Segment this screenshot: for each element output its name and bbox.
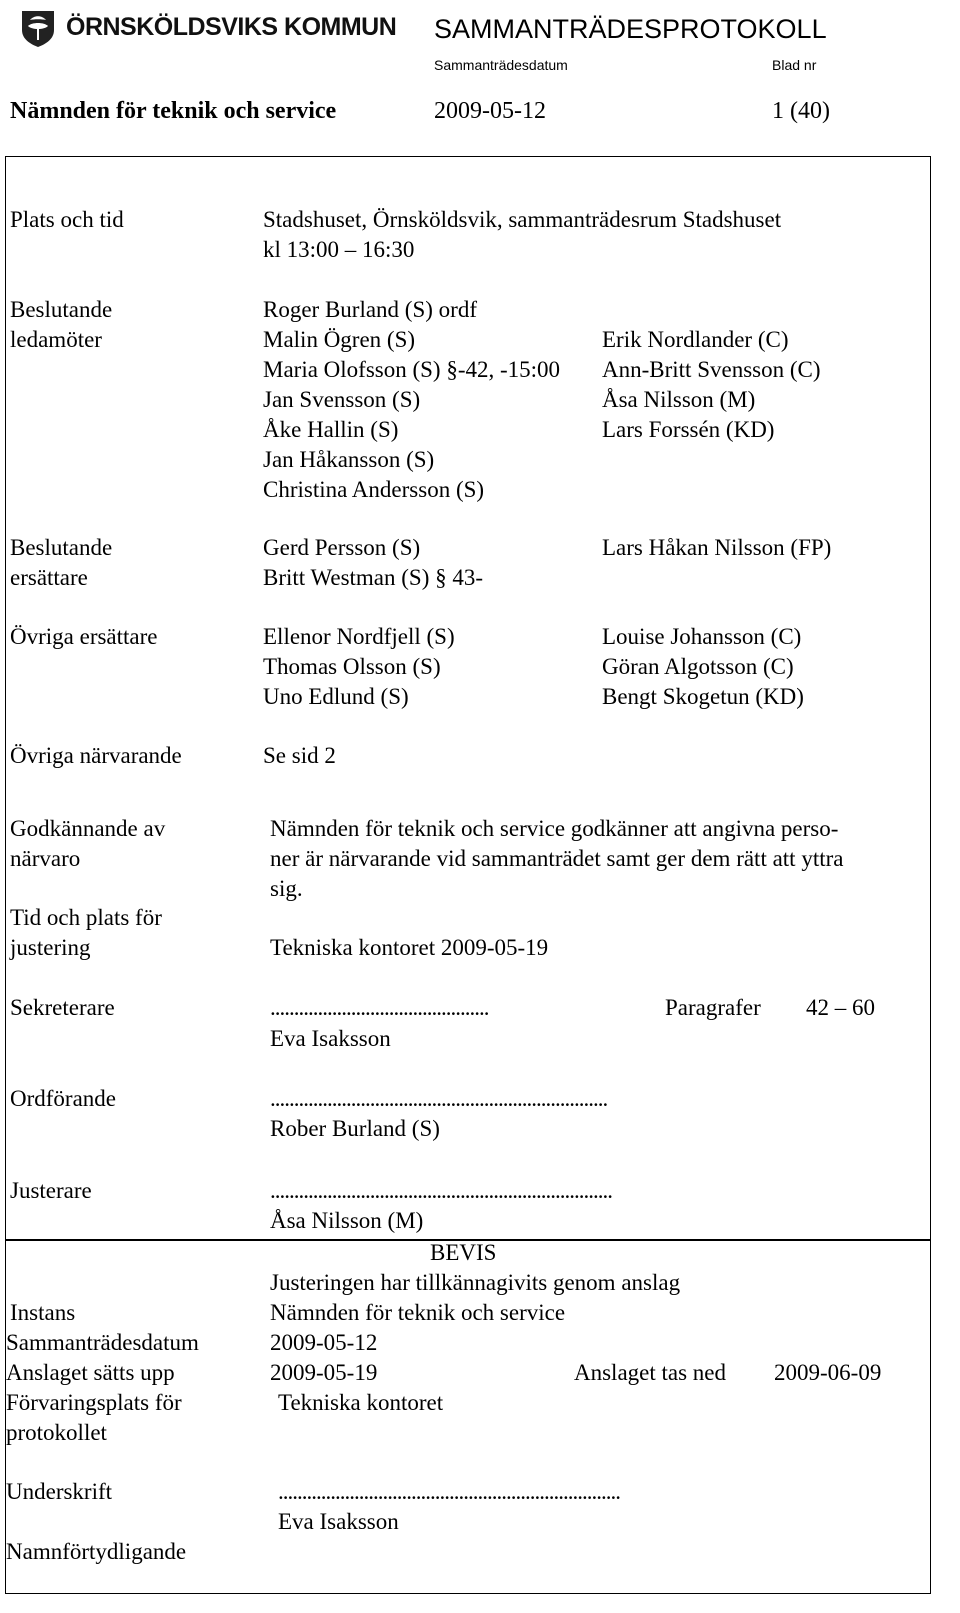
adjuster-signature-line: ........................................................................ [270,1178,612,1203]
others-present-label: Övriga närvarande [10,743,182,768]
other-deputy-left: Thomas Olsson (S) [263,654,441,679]
other-deputies-label: Övriga ersättare [10,624,158,649]
chairman-name: Rober Burland (S) [270,1116,440,1141]
signature-name: Eva Isaksson [278,1509,399,1534]
paragraphs-label: Paragrafer [665,995,761,1020]
approval-label-1: Godkännande av [10,816,166,841]
approval-text-3: sig. [270,876,303,901]
municipality-name: ÖRNSKÖLDSVIKS KOMMUN [66,13,397,41]
member-right: Ann-Britt Svensson (C) [602,357,821,382]
signature-line: ........................................................................ [278,1479,620,1504]
member-left: Malin Ögren (S) [263,327,416,352]
approval-text-2: ner är närvarande vid sammanträdet samt ger dem rätt att yttra [270,846,844,871]
certificate-title: BEVIS [430,1240,497,1265]
approval-label-2: närvaro [10,846,81,871]
members-label-1: Beslutande [10,297,113,322]
page-number: 1 (40) [772,98,830,124]
deputies-label-1: Beslutande [10,535,113,560]
adjuster-label: Justerare [10,1178,92,1203]
instance-value: Nämnden för teknik och service [270,1300,566,1325]
others-present-value: Se sid 2 [263,743,336,768]
frame-right [930,156,931,1594]
deputy-left: Britt Westman (S) § 43- [263,565,484,590]
member-left: Jan Håkansson (S) [263,447,435,472]
secretary-name: Eva Isaksson [270,1026,391,1051]
adjustment-value: Tekniska kontoret 2009-05-19 [270,935,549,960]
adjustment-label-1: Tid och plats för [10,905,162,930]
member-left: Maria Olofsson (S) §-42, -15:00 [263,357,561,382]
committee-name: Nämnden för teknik och service [10,98,337,124]
other-deputy-right: Bengt Skogetun (KD) [602,684,804,709]
date-header-label: Sammanträdesdatum [434,57,568,73]
place-time-line-1: Stadshuset, Örnsköldsvik, sammanträdesrum Stadshuset [263,207,782,232]
instance-label: Instans [10,1300,76,1325]
posted-value: 2009-05-19 [270,1360,378,1385]
secretary-label: Sekreterare [10,995,115,1020]
adjustment-label-2: justering [10,935,91,960]
signature-label: Underskrift [6,1479,113,1504]
adjuster-name: Åsa Nilsson (M) [270,1208,424,1233]
certificate-date-value: 2009-05-12 [270,1330,378,1355]
other-deputy-right: Göran Algotsson (C) [602,654,794,679]
storage-value: Tekniska kontoret [278,1390,444,1415]
approval-text-1: Nämnden för teknik och service godkänner att angivna perso- [270,816,839,841]
deputies-label-2: ersättare [10,565,88,590]
removed-value: 2009-06-09 [774,1360,882,1385]
page-header-label: Blad nr [772,57,817,73]
member-right: Åsa Nilsson (M) [602,387,756,412]
deputy-right: Lars Håkan Nilsson (FP) [602,535,832,560]
certificate-date-label: Sammanträdesdatum [6,1330,199,1355]
members-label-2: ledamöter [10,327,102,352]
member-right: Lars Forssén (KD) [602,417,775,442]
meeting-date: 2009-05-12 [434,98,546,124]
member-left: Jan Svensson (S) [263,387,421,412]
removed-label: Anslaget tas ned [574,1360,727,1385]
other-deputy-left: Uno Edlund (S) [263,684,409,709]
member-right: Erik Nordlander (C) [602,327,789,352]
name-clarification-label: Namnförtydligande [6,1539,187,1564]
other-deputy-left: Ellenor Nordfjell (S) [263,624,455,649]
storage-label-1: Förvaringsplats för [6,1390,182,1415]
frame-top [5,156,931,157]
certificate-subtitle: Justeringen har tillkännagivits genom anslag [270,1270,681,1295]
member-left: Christina Andersson (S) [263,477,485,502]
member-left: Åke Hallin (S) [263,417,399,442]
document-type: SAMMANTRÄDESPROTOKOLL [434,14,827,44]
deputy-left: Gerd Persson (S) [263,535,421,560]
frame-bottom [5,1593,931,1594]
member-chair: Roger Burland (S) ordf [263,297,477,322]
storage-label-2: protokollet [6,1420,107,1445]
place-time-line-2: kl 13:00 – 16:30 [263,237,415,262]
other-deputy-right: Louise Johansson (C) [602,624,802,649]
posted-label: Anslaget sätts upp [6,1360,175,1385]
secretary-signature-line: .............................................. [270,995,489,1020]
municipality-logo-icon [18,8,58,48]
paragraphs-value: 42 – 60 [806,995,875,1020]
chairman-label: Ordförande [10,1086,117,1111]
chairman-signature-line: ....................................................................... [270,1086,608,1111]
place-time-label: Plats och tid [10,207,124,232]
